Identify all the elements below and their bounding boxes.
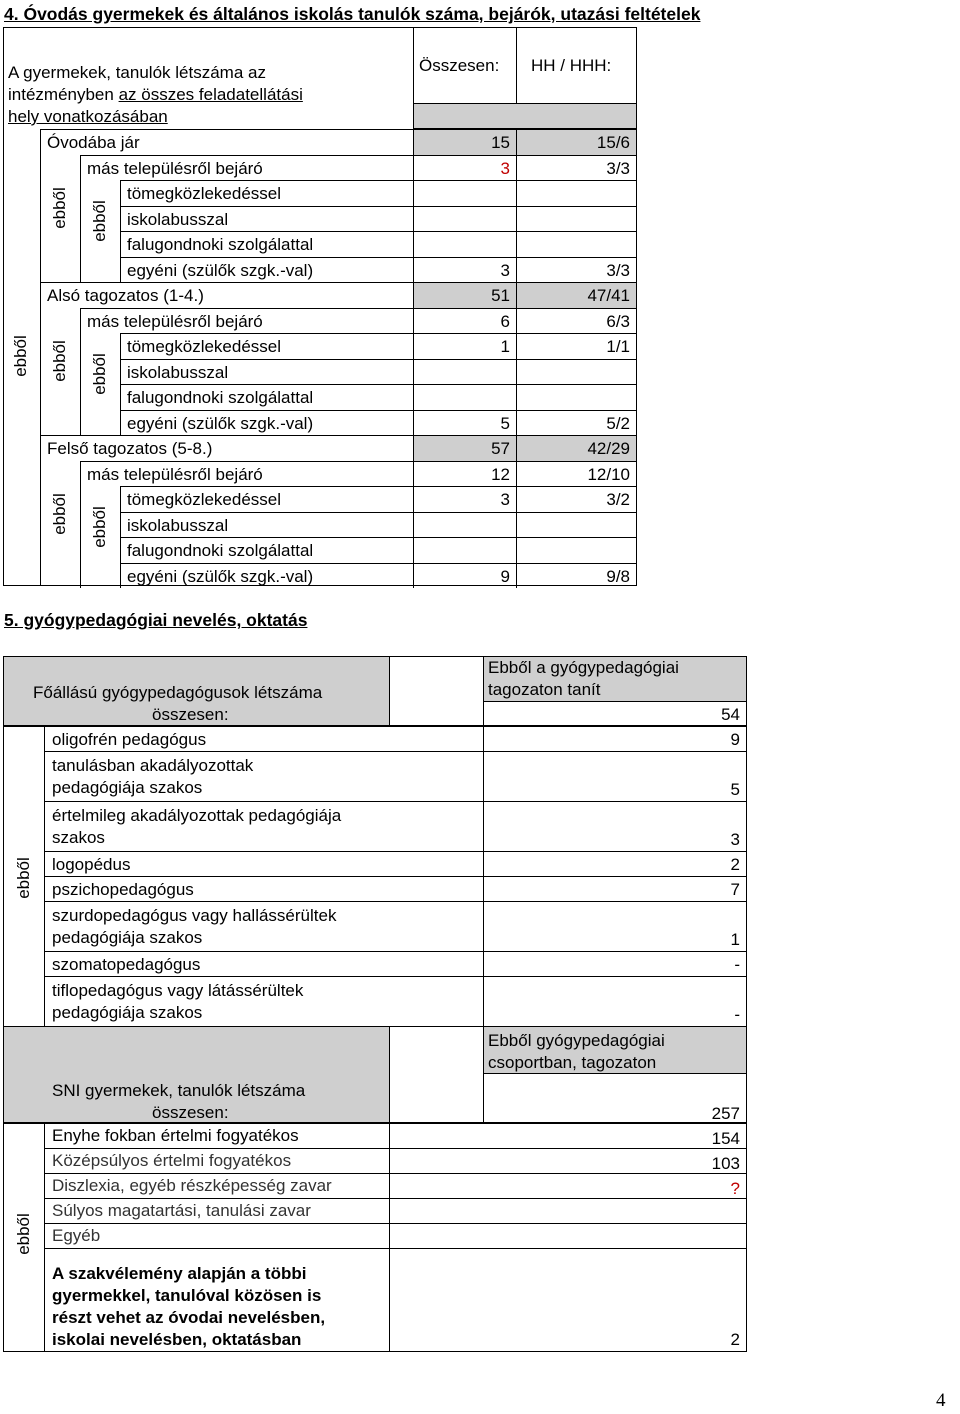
sni-row-divider [389, 1223, 390, 1248]
bejaro-label: más településről bejáró [87, 158, 263, 178]
item-col-divider [516, 512, 517, 538]
group-col-divider [516, 282, 517, 308]
bejaro-total: 6 [500, 311, 510, 331]
item-col-divider [516, 563, 517, 589]
sni-row-divider [389, 1198, 390, 1223]
section5-title: 5. gyógypedagógiai nevelés, oktatás [4, 610, 308, 630]
sni-total: 257 [711, 1104, 740, 1123]
item-row-line [120, 359, 637, 360]
item-row-line [120, 563, 637, 564]
total-col-line [413, 282, 414, 435]
item-col-divider [516, 359, 517, 385]
item-row-line [120, 410, 637, 411]
item-hh: 1/1 [606, 337, 630, 356]
sni-value: 154 [711, 1129, 740, 1148]
sni-value: ? [730, 1179, 740, 1198]
item-row-line [120, 512, 637, 513]
outer-ebbol-divider [40, 129, 41, 586]
item-label: iskolabusszal [127, 362, 229, 382]
bejaro-col-divider [516, 155, 517, 181]
item-label: egyéni (szülők szgk.-val) [127, 260, 314, 280]
item-label: tömegközlekedéssel [127, 337, 282, 356]
integrated-divider [389, 1248, 390, 1352]
group-col-divider [516, 435, 517, 461]
staff-total: 54 [721, 705, 740, 724]
bejaro-label: más településről bejáró [87, 311, 263, 331]
staff-label-l2: szakos [52, 828, 105, 847]
item-col-divider [516, 537, 517, 563]
bejaro-hh: 12/10 [587, 464, 630, 484]
bejaro-hh: 3/3 [606, 158, 630, 178]
group-total: 57 [491, 439, 510, 458]
inner-ebbol-label: ebből [90, 353, 109, 395]
item-label: iskolabusszal [127, 515, 229, 535]
inner-ebbol-divider [120, 333, 121, 435]
group-hh: 42/29 [587, 439, 630, 458]
item-col-divider [516, 231, 517, 257]
group-col-divider [516, 129, 517, 155]
item-label: falugondnoki szolgálattal [127, 388, 314, 407]
item-hh: 3/2 [606, 490, 630, 509]
item-col-divider [516, 486, 517, 512]
mid-ebbol-label: ebből [50, 187, 69, 230]
group-hh: 15/6 [596, 133, 630, 152]
item-col-divider [516, 206, 517, 232]
inner-ebbol-divider [120, 486, 121, 588]
sni-label: Egyéb [52, 1226, 101, 1245]
mid-ebbol-divider [80, 308, 81, 436]
staff-label-l2: pedagógiája szakos [52, 1003, 203, 1022]
staff-label-l2: pedagógiája szakos [52, 928, 203, 947]
total-col-line [413, 435, 414, 588]
sni-label: Középsúlyos értelmi fogyatékos [52, 1151, 292, 1170]
sni-header-line1: SNI gyermekek, tanulók létszáma [52, 1081, 306, 1100]
staff-label-l1: pszichopedagógus [52, 880, 194, 899]
group-label: Óvodába jár [47, 133, 140, 152]
bejaro-row-line [80, 308, 637, 309]
sni-row [44, 1223, 747, 1249]
staff-value: 5 [730, 780, 740, 799]
item-label: tömegközlekedéssel [127, 184, 282, 203]
bejaro-row-line [80, 461, 637, 462]
integrated-label: A szakvélemény alapján a többi gyermekkel, tanulóval közösen is részt vehet az óvodai nevelésben, iskolai nevelésben, oktatásban [52, 1264, 326, 1349]
staff-col-line1: Ebből a gyógypedagógiai [488, 658, 679, 677]
group-total: 51 [491, 286, 510, 305]
item-row-line [120, 231, 637, 232]
staff-label-l1: szomatopedagógus [52, 955, 201, 974]
staff-label-l1: logopédus [52, 855, 131, 874]
item-row-line [120, 180, 637, 181]
sni-label: Súlyos magatartási, tanulási zavar [52, 1201, 311, 1220]
staff-label-l1: tanulásban akadályozottak [52, 756, 254, 775]
item-total: 3 [500, 260, 510, 280]
staff-value: 1 [730, 930, 740, 949]
item-row-line [120, 333, 637, 334]
integrated-value: 2 [730, 1330, 740, 1349]
sni-header-mid [389, 1026, 484, 1123]
item-label: egyéni (szülők szgk.-val) [127, 566, 314, 586]
sni-label: Enyhe fokban értelmi fogyatékos [52, 1126, 299, 1145]
section4-title: 4. Óvodás gyermekek és általános iskolás tanulók száma, bejárók, utazási feltételek [4, 4, 701, 24]
item-hh: 9/8 [606, 566, 630, 586]
col-total-header: Összesen: [419, 56, 500, 75]
group-total: 15 [491, 133, 510, 152]
group-hh: 47/41 [587, 286, 630, 305]
mid-ebbol-divider [80, 461, 81, 589]
sni-row-divider [389, 1173, 390, 1198]
item-col-divider [516, 384, 517, 410]
header-grey-strip [413, 103, 637, 129]
item-total: 1 [500, 337, 510, 356]
inner-ebbol-divider [120, 180, 121, 282]
staff-label-l2: pedagógiája szakos [52, 778, 203, 797]
total-col-line [413, 129, 414, 282]
staff-header-line1: Főállású gyógypedagógusok létszáma [33, 683, 323, 702]
item-col-divider [516, 180, 517, 206]
sni-label: Diszlexia, egyéb részképesség zavar [52, 1176, 332, 1195]
item-col-divider [516, 333, 517, 359]
group-label: Felső tagozatos (5-8.) [47, 439, 213, 458]
item-label: tömegközlekedéssel [127, 490, 282, 509]
item-col-divider [516, 410, 517, 436]
item-row-line [120, 537, 637, 538]
staff-value: 9 [730, 730, 740, 749]
group-label: Alsó tagozatos (1-4.) [47, 286, 204, 305]
staff-value: 3 [730, 830, 740, 849]
item-total: 9 [500, 566, 510, 586]
sni-row-divider [389, 1123, 390, 1148]
item-label: falugondnoki szolgálattal [127, 541, 314, 560]
inner-ebbol-label: ebből [90, 200, 109, 242]
item-row-line [120, 486, 637, 487]
bejaro-col-divider [516, 308, 517, 334]
item-row-line [120, 257, 637, 258]
item-hh: 3/3 [606, 260, 630, 280]
sni-row-divider [389, 1148, 390, 1173]
staff-label-l1: tiflopedagógus vagy látássérültek [52, 981, 304, 1000]
staff-label-l1: oligofrén pedagógus [52, 730, 207, 749]
page-number: 4 [936, 1390, 946, 1411]
staff-value: - [734, 1005, 740, 1024]
bejaro-col-divider [516, 461, 517, 487]
staff-label-l1: szurdopedagógus vagy hallássérültek [52, 906, 337, 925]
staff-value: 2 [730, 855, 740, 874]
sni-col-line1: Ebből gyógypedagógiai [488, 1031, 665, 1050]
outer-ebbol-label: ebből [11, 335, 30, 377]
item-label: egyéni (szülők szgk.-val) [127, 413, 314, 433]
item-row-line [120, 206, 637, 207]
sni-ebbol-label: ebből [14, 1213, 33, 1255]
item-label: iskolabusszal [127, 209, 229, 229]
bejaro-label: más településről bejáró [87, 464, 263, 484]
mid-ebbol-label: ebből [50, 340, 69, 383]
staff-col-line2: tagozaton tanít [488, 680, 601, 699]
staff-header-mid [389, 656, 484, 726]
header-label: A gyermekek, tanulók létszáma az intézményben az összes feladatellátási hely vonatkozásában [8, 63, 303, 126]
staff-ebbol-label: ebből [14, 857, 33, 899]
sni-value: 103 [711, 1154, 740, 1173]
item-col-divider [516, 257, 517, 283]
inner-ebbol-label: ebből [90, 506, 109, 548]
bejaro-hh: 6/3 [606, 311, 630, 331]
item-label: falugondnoki szolgálattal [127, 235, 314, 254]
staff-header-line2: összesen: [152, 705, 229, 724]
col-hh-header: HH / HHH: [531, 56, 612, 75]
staff-value: - [734, 955, 740, 974]
bejaro-total: 3 [500, 158, 510, 178]
sni-col-line2: csoportban, tagozaton [488, 1053, 657, 1072]
staff-label-l1: értelmileg akadályozottak pedagógiája [52, 806, 342, 825]
sni-header-line2: összesen: [152, 1103, 229, 1122]
bejaro-total: 12 [491, 464, 510, 484]
item-total: 5 [500, 413, 510, 433]
item-row-line [120, 384, 637, 385]
bejaro-row-line [80, 155, 637, 156]
mid-ebbol-label: ebből [50, 493, 69, 536]
item-total: 3 [500, 490, 510, 509]
item-hh: 5/2 [606, 413, 630, 433]
mid-ebbol-divider [80, 155, 81, 283]
staff-value: 7 [730, 880, 740, 899]
